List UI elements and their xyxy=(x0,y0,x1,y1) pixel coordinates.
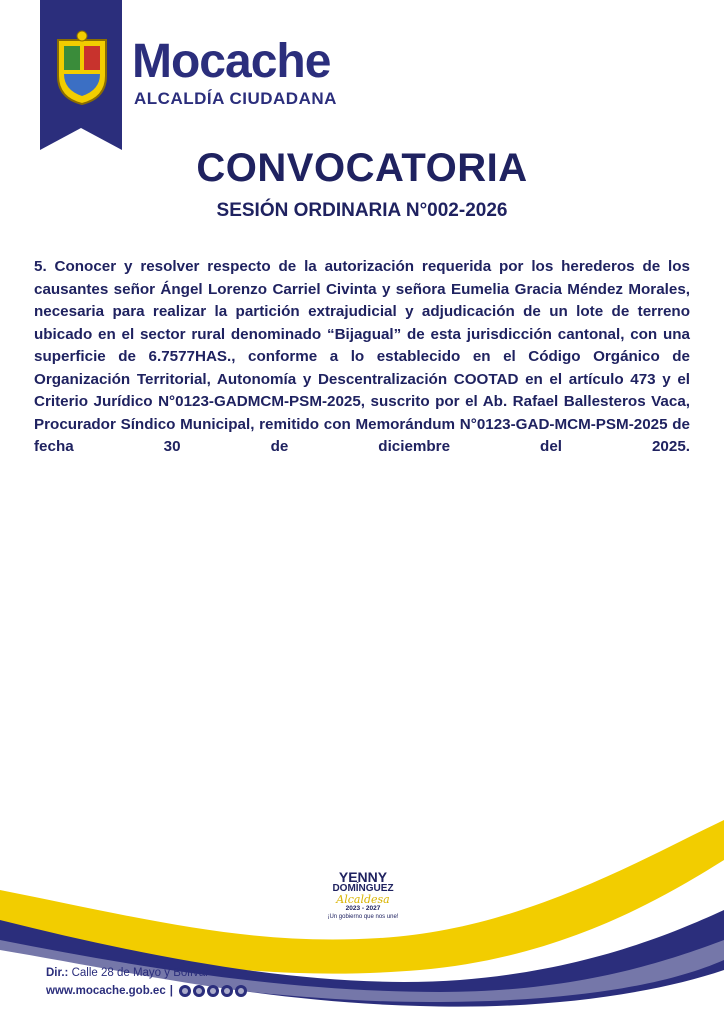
twitter-icon[interactable] xyxy=(193,985,205,997)
agenda-item-text: 5. Conocer y resolver respecto de la autorización requerida por los herederos de los causantes señor Ángel Lorenzo Carriel Civinta y señora Eumelia Gracia Méndez Morales, necesaria para realizar la partición extrajudicial y adjudicación de un lote de terreno ubicado en el sector rural denominado “Bijagual” de esta jurisdicción cantonal, con una superficie de 6.7577HAS., conforme a lo establecido en el Código Orgánico de Organización Territorial, Autonomía y Descentralización COOTAD en el artículo 473 y el Criterio Jurídico N°0123-GADMCM-PSM-2025, suscrito por el Ab. Rafael Ballesteros Vaca, Procurador Síndico Municipal, remitido con Memorándum N°0123-GAD-MCM-PSM-2025 de fecha 30 de diciembre del 2025. xyxy=(34,258,690,455)
brand-title: Mocache xyxy=(132,35,331,88)
brand-subtitle: ALCALDÍA CIUDADANA xyxy=(134,89,337,108)
address-text: Calle 28 de Mayo y Bolívar xyxy=(71,967,210,979)
address-label: Dir.: xyxy=(46,967,69,979)
signature-years: 2023 - 2027 xyxy=(345,905,381,912)
facebook-icon[interactable] xyxy=(179,985,191,997)
footer-web-row xyxy=(46,985,247,997)
signature-name: YENNY xyxy=(338,869,388,885)
instagram-icon[interactable] xyxy=(207,985,219,997)
youtube-icon[interactable] xyxy=(235,985,247,997)
mayor-signature-logo xyxy=(318,870,408,921)
signature-scribble: Alcaldesa xyxy=(336,893,390,906)
social-icons xyxy=(179,985,247,997)
website-link[interactable]: www.mocache.gob.ec xyxy=(46,985,166,997)
signature-slogan: ¡Un gobierno que nos une! xyxy=(327,914,399,920)
separator: | xyxy=(169,985,173,997)
document-title: CONVOCATORIA xyxy=(196,146,528,190)
tiktok-icon[interactable] xyxy=(221,985,233,997)
signature-surname: DOMÍNGUEZ xyxy=(332,883,394,894)
mocache-crest-icon xyxy=(52,30,112,106)
footer-address xyxy=(46,967,209,979)
document-subtitle: SESIÓN ORDINARIA N°002-2026 xyxy=(216,200,508,221)
